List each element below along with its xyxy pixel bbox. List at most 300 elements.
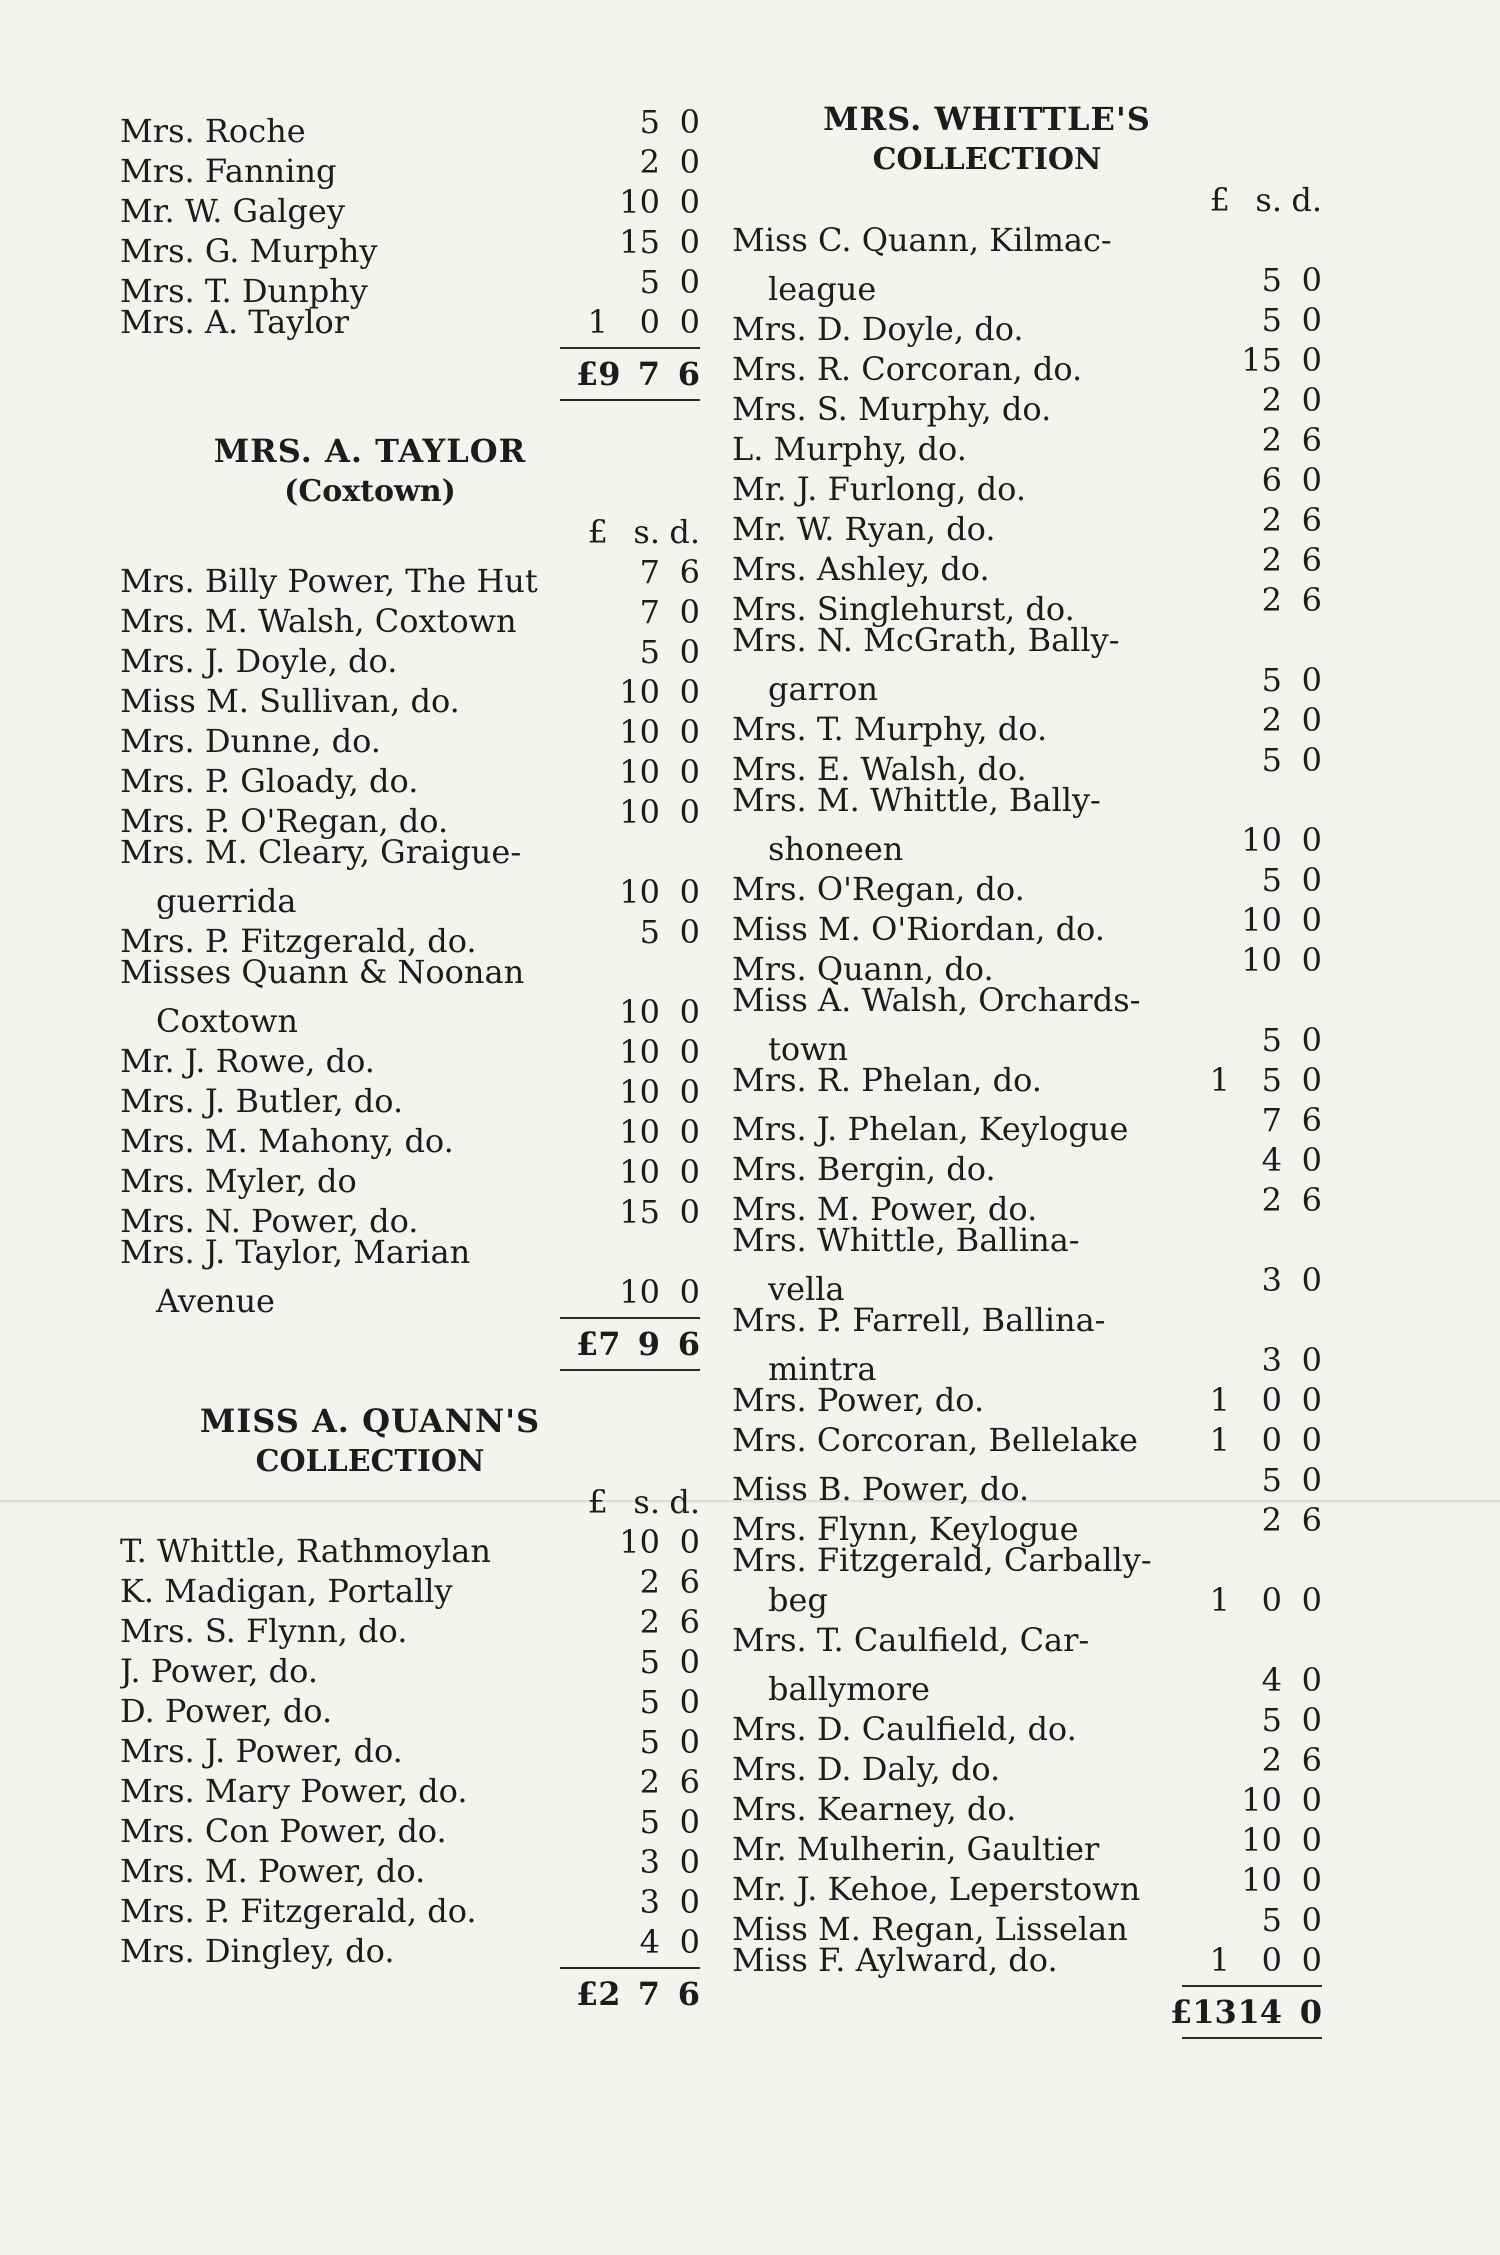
amount-shillings: 5 (639, 913, 660, 951)
amount-pence: 0 (679, 1683, 700, 1721)
list-item (732, 1620, 1322, 1660)
amount-shillings: 3 (639, 1843, 660, 1881)
contributor-name: shoneen (768, 830, 904, 868)
amount-pence: 0 (1301, 1461, 1322, 1499)
contributor-name: vella (768, 1270, 845, 1308)
amount-pounds (1198, 860, 1230, 900)
amount-pence: 6 (1301, 501, 1322, 539)
amount-pence: 0 (1301, 1341, 1322, 1379)
amount-pence: 0 (1301, 1661, 1322, 1699)
contributor-name: ballymore (768, 1670, 930, 1708)
amount-pounds (1198, 940, 1230, 980)
currency-units: £ s. d. (1209, 181, 1322, 219)
amount-shillings: 4 (639, 1923, 660, 1961)
contributor-name: Mrs. S. Murphy, do. (732, 390, 1052, 428)
amount-pence: 0 (679, 1073, 700, 1111)
amount-pounds (1198, 1660, 1230, 1700)
amount-shillings: 2 (1261, 541, 1282, 579)
amount-pounds (576, 1882, 608, 1922)
total-row (120, 1324, 700, 1364)
amount-shillings: 5 (639, 103, 660, 141)
contributor-name: Mrs. M. Mahony, do. (120, 1122, 454, 1160)
list-item (732, 1060, 1322, 1100)
amount-pence: 0 (679, 633, 700, 671)
contributor-name: Mr. Mulherin, Gaultier (732, 1830, 1100, 1868)
amount-shillings: 10 (619, 993, 660, 1031)
amount-pounds (1198, 820, 1230, 860)
amount-pence: 0 (679, 1193, 700, 1231)
list-item (732, 820, 1322, 868)
amount-shillings: 15 (619, 223, 660, 261)
amount-pence: 0 (1301, 901, 1322, 939)
amount-shillings: 5 (1261, 1461, 1282, 1499)
amount-pounds (576, 1842, 608, 1882)
contributor-name: Mrs. Flynn, Keylogue (732, 1510, 1079, 1548)
amount-pence: 0 (1301, 661, 1322, 699)
amount-shillings: 6 (1261, 461, 1282, 499)
list-item (732, 1380, 1322, 1420)
amount-pounds (1198, 1780, 1230, 1820)
contributor-name: T. Whittle, Rathmoylan (120, 1532, 491, 1570)
amount-pounds (576, 222, 608, 262)
amount-pence: 0 (679, 1643, 700, 1681)
amount-pounds: 1 (1209, 1941, 1230, 1979)
amount-pence: 0 (679, 1843, 700, 1881)
contributor-name: Mrs. P. Fitzgerald, do. (120, 1892, 477, 1930)
rule (732, 1980, 1322, 1992)
amount-shillings: 4 (1261, 1661, 1282, 1699)
amount-shillings: 2 (1261, 1181, 1282, 1219)
amount-pence: 0 (679, 1803, 700, 1841)
amount-pence: 0 (679, 1723, 700, 1761)
amount-shillings: 10 (619, 1113, 660, 1151)
contributor-name: Mrs. P. Gloady, do. (120, 762, 419, 800)
amount-pence: 0 (679, 713, 700, 751)
total-pounds: £2 (576, 1975, 621, 2013)
rule (120, 394, 700, 406)
amount-pounds (1198, 380, 1230, 420)
contributor-name: Mrs. O'Regan, do. (732, 870, 1025, 908)
contributor-name: Mrs. Whittle, Ballina- (732, 1221, 1080, 1259)
contributor-name: Mrs. D. Doyle, do. (732, 310, 1024, 348)
amount-shillings: 15 (619, 1193, 660, 1231)
amount-shillings: 5 (639, 1803, 660, 1841)
total-pence: 6 (677, 1975, 700, 2013)
contributor-name: Mrs. J. Doyle, do. (120, 642, 398, 680)
contributor-name: Mrs. Fitzgerald, Carbally- (732, 1541, 1152, 1579)
right-column (732, 98, 1322, 2044)
list-item (120, 1232, 700, 1272)
taylor-list (120, 552, 700, 1320)
list-item (732, 220, 1322, 260)
contributor-name: Mrs. E. Walsh, do. (732, 750, 1027, 788)
amount-pounds (576, 1682, 608, 1722)
amount-shillings: 10 (1241, 1821, 1282, 1859)
list-item (732, 980, 1322, 1020)
amount-pence: 6 (1301, 581, 1322, 619)
contributor-name: Mrs. J. Power, do. (120, 1732, 403, 1770)
total-pounds: £7 (576, 1325, 621, 1363)
amount-pounds (1198, 260, 1230, 300)
amount-shillings: 10 (619, 673, 660, 711)
contributor-name: Mrs. J. Butler, do. (120, 1082, 404, 1120)
list-item (732, 1340, 1322, 1388)
amount-pence: 0 (1301, 1821, 1322, 1859)
amount-pounds (576, 1642, 608, 1682)
amount-pence: 0 (1301, 821, 1322, 859)
amount-shillings: 0 (1261, 1941, 1282, 1979)
total-pounds: £13 (1170, 1993, 1237, 2031)
contributor-name: Mrs. M. Cleary, Graigue- (120, 833, 522, 871)
amount-pounds (576, 1272, 608, 1312)
contributor-name: Mrs. Dunne, do. (120, 722, 381, 760)
amount-pence: 0 (1301, 1261, 1322, 1299)
currency-units: £ s. d. (587, 1483, 700, 1521)
amount-shillings: 10 (1241, 1781, 1282, 1819)
amount-pounds (576, 142, 608, 182)
list-item (732, 1100, 1322, 1148)
amount-pounds (1198, 900, 1230, 940)
amount-shillings: 2 (639, 143, 660, 181)
contributor-name: Mrs. M. Whittle, Bally- (732, 781, 1101, 819)
amount-pounds (576, 1562, 608, 1602)
amount-pounds (1198, 1460, 1230, 1500)
list-item (120, 302, 700, 342)
amount-shillings: 10 (1241, 941, 1282, 979)
contributor-name: league (768, 270, 877, 308)
contributor-name: Mrs. J. Phelan, Keylogue (732, 1110, 1129, 1148)
contributor-name: Mrs. Bergin, do. (732, 1150, 996, 1188)
contributor-name: Mrs. R. Corcoran, do. (732, 350, 1083, 388)
contributor-name: Mrs. N. McGrath, Bally- (732, 621, 1120, 659)
amount-pence: 0 (679, 143, 700, 181)
contributor-name: Mrs. T. Murphy, do. (732, 710, 1048, 748)
amount-shillings: 5 (639, 1683, 660, 1721)
amount-pence: 0 (1301, 701, 1322, 739)
amount-pence: 0 (679, 913, 700, 951)
amount-pence: 0 (1301, 1021, 1322, 1059)
amount-pounds (576, 792, 608, 832)
amount-shillings: 10 (619, 1273, 660, 1311)
amount-shillings: 10 (619, 183, 660, 221)
amount-pounds: 1 (1209, 1061, 1230, 1099)
amount-pence: 0 (1301, 861, 1322, 899)
contributor-name: Mrs. Roche (120, 112, 306, 150)
contributor-name: Mrs. T. Dunphy (120, 272, 368, 310)
contributor-name: Mrs. Fanning (120, 152, 337, 190)
amount-shillings: 2 (639, 1563, 660, 1601)
contributor-name: Mrs. M. Walsh, Coxtown (120, 602, 517, 640)
contributor-name: L. Murphy, do. (732, 430, 967, 468)
amount-pounds (1198, 1180, 1230, 1220)
contributor-name: Miss M. O'Riordan, do. (732, 910, 1105, 948)
rule (120, 1364, 700, 1376)
amount-shillings: 10 (619, 1153, 660, 1191)
amount-pence: 0 (679, 303, 700, 341)
contributor-name: D. Power, do. (120, 1692, 333, 1730)
amount-shillings: 10 (1241, 821, 1282, 859)
amount-pence: 0 (1301, 1901, 1322, 1939)
amount-pounds (576, 182, 608, 222)
amount-pence: 0 (679, 1523, 700, 1561)
amount-pounds (1198, 1100, 1230, 1140)
amount-pence: 0 (679, 1273, 700, 1311)
amount-shillings: 5 (1261, 1901, 1282, 1939)
amount-pounds: 1 (587, 303, 608, 341)
amount-pounds (576, 752, 608, 792)
amount-shillings: 15 (1241, 341, 1282, 379)
left-column (120, 102, 700, 2014)
whittle-list (732, 220, 1322, 1980)
amount-shillings: 5 (1261, 301, 1282, 339)
amount-pence: 0 (1301, 1381, 1322, 1419)
amount-shillings: 5 (1261, 861, 1282, 899)
contributor-name: Mr. W. Galgey (120, 192, 345, 230)
amount-pounds (1198, 1340, 1230, 1380)
amount-pounds (576, 1522, 608, 1562)
amount-pence: 0 (1301, 1141, 1322, 1179)
amount-pounds (576, 1112, 608, 1152)
amount-pence: 0 (679, 593, 700, 631)
total-shillings: 14 (1237, 1993, 1282, 2031)
list-item (732, 1460, 1322, 1508)
amount-shillings: 0 (639, 303, 660, 341)
amount-pence: 0 (1301, 1941, 1322, 1979)
amount-pence: 0 (1301, 941, 1322, 979)
contributor-name: Mr. J. Kehoe, Leperstown (732, 1870, 1141, 1908)
list-item (732, 780, 1322, 820)
amount-pounds (576, 262, 608, 302)
amount-shillings: 10 (619, 1523, 660, 1561)
amount-pence: 6 (1301, 1181, 1322, 1219)
amount-pounds (576, 1152, 608, 1192)
amount-pence: 0 (679, 1883, 700, 1921)
amount-pence: 6 (1301, 421, 1322, 459)
contributor-name: Mrs. S. Flynn, do. (120, 1612, 408, 1650)
amount-shillings: 5 (1261, 661, 1282, 699)
amount-pounds (576, 1072, 608, 1112)
list-item (732, 1540, 1322, 1580)
amount-pounds: 1 (1209, 1381, 1230, 1419)
amount-shillings: 2 (1261, 501, 1282, 539)
amount-pence: 0 (679, 1923, 700, 1961)
amount-pounds (1198, 1700, 1230, 1740)
amount-pounds (576, 712, 608, 752)
amount-pounds (576, 992, 608, 1032)
amount-pounds: 1 (1209, 1421, 1230, 1459)
amount-shillings: 5 (639, 1723, 660, 1761)
contributor-name: Miss M. Regan, Lisselan (732, 1910, 1128, 1948)
contributor-name: Mrs. T. Caulfield, Car- (732, 1621, 1090, 1659)
amount-shillings: 3 (1261, 1341, 1282, 1379)
list-item (732, 1260, 1322, 1308)
amount-pounds (576, 1032, 608, 1072)
total-pence: 6 (677, 355, 700, 393)
amount-pounds (576, 672, 608, 712)
amount-pounds (1198, 1500, 1230, 1540)
list-item (732, 1420, 1322, 1460)
amount-shillings: 2 (1261, 581, 1282, 619)
amount-pence: 0 (1301, 381, 1322, 419)
amount-shillings: 5 (1261, 1701, 1282, 1739)
amount-shillings: 2 (639, 1763, 660, 1801)
amount-pence: 0 (679, 183, 700, 221)
contributor-name: Mrs. Kearney, do. (732, 1790, 1017, 1828)
section-heading: MRS. WHITTLE'S (823, 100, 1151, 138)
contributor-name: Mrs. Con Power, do. (120, 1812, 447, 1850)
contributor-name: Mrs. Dingley, do. (120, 1932, 395, 1970)
amount-pence: 0 (1301, 1861, 1322, 1899)
list-item (732, 1940, 1322, 1980)
amount-pounds (1198, 540, 1230, 580)
amount-pounds (1198, 300, 1230, 340)
total-shillings: 7 (637, 355, 660, 393)
amount-pounds (576, 592, 608, 632)
amount-pence: 0 (679, 103, 700, 141)
contributor-name: Mrs. P. O'Regan, do. (120, 802, 449, 840)
total-row (732, 1992, 1322, 2032)
contributor-name: Mrs. R. Phelan, do. (732, 1061, 1042, 1099)
contributor-name: Coxtown (156, 1002, 298, 1040)
section-subheading: (Coxtown) (284, 474, 456, 509)
amount-pounds (576, 912, 608, 952)
list-item (120, 1272, 700, 1320)
contributor-name: town (768, 1030, 849, 1068)
amount-pence: 6 (679, 1603, 700, 1641)
amount-shillings: 5 (1261, 741, 1282, 779)
amount-shillings: 3 (1261, 1261, 1282, 1299)
amount-shillings: 5 (1261, 261, 1282, 299)
amount-pounds (576, 1762, 608, 1802)
list-item (732, 620, 1322, 660)
amount-pounds (1198, 1860, 1230, 1900)
amount-shillings: 7 (639, 593, 660, 631)
amount-shillings: 10 (1241, 1861, 1282, 1899)
currency-units: £ s. d. (587, 513, 700, 551)
amount-pence: 0 (1301, 301, 1322, 339)
amount-pounds (1198, 420, 1230, 460)
contributor-name: Mrs. N. Power, do. (120, 1202, 419, 1240)
amount-shillings: 10 (619, 873, 660, 911)
rule (120, 342, 700, 354)
amount-pounds (576, 872, 608, 912)
amount-shillings: 7 (1261, 1101, 1282, 1139)
amount-pounds (1198, 500, 1230, 540)
amount-pence: 0 (679, 993, 700, 1031)
total-row (120, 354, 700, 394)
list-item (732, 260, 1322, 308)
contributor-name: beg (768, 1581, 828, 1619)
amount-pounds (1198, 660, 1230, 700)
amount-pounds: 1 (1209, 1581, 1230, 1619)
amount-pounds (576, 632, 608, 672)
amount-shillings: 5 (639, 1643, 660, 1681)
amount-shillings: 5 (639, 263, 660, 301)
total-shillings: 7 (637, 1975, 660, 2013)
amount-shillings: 2 (1261, 421, 1282, 459)
amount-pounds (1198, 740, 1230, 780)
list-item (120, 952, 700, 992)
amount-shillings: 3 (639, 1883, 660, 1921)
amount-pounds (576, 552, 608, 592)
amount-shillings: 2 (1261, 1741, 1282, 1779)
amount-shillings: 0 (1261, 1421, 1282, 1459)
amount-shillings: 10 (1241, 901, 1282, 939)
amount-pounds (1198, 1140, 1230, 1180)
contributor-name: Mrs. Myler, do (120, 1162, 357, 1200)
total-row (120, 1974, 700, 2014)
contributor-name: Mrs. J. Taylor, Marian (120, 1233, 471, 1271)
amount-pounds (576, 1722, 608, 1762)
amount-pence: 0 (1301, 1581, 1322, 1619)
list-item (732, 1660, 1322, 1708)
amount-pence: 0 (679, 873, 700, 911)
amount-pence: 0 (679, 263, 700, 301)
amount-pence: 0 (1301, 341, 1322, 379)
amount-shillings: 10 (619, 793, 660, 831)
contributor-name: Mrs. Corcoran, Bellelake (732, 1421, 1138, 1459)
contributor-name: Miss M. Sullivan, do. (120, 682, 460, 720)
amount-pence: 0 (679, 753, 700, 791)
amount-pence: 0 (1301, 261, 1322, 299)
list-item (732, 1580, 1322, 1620)
list-item (120, 872, 700, 920)
amount-shillings: 7 (639, 553, 660, 591)
amount-pounds (1198, 580, 1230, 620)
contributor-name: Mrs. M. Power, do. (120, 1852, 426, 1890)
amount-pounds (1198, 1020, 1230, 1060)
amount-pounds (1198, 460, 1230, 500)
total-pence: 6 (677, 1325, 700, 1363)
contributor-name: Avenue (156, 1282, 275, 1320)
amount-shillings: 2 (1261, 381, 1282, 419)
amount-shillings: 0 (1261, 1381, 1282, 1419)
amount-pence: 0 (679, 1113, 700, 1151)
amount-pounds (1198, 700, 1230, 740)
amount-shillings: 0 (1261, 1581, 1282, 1619)
contributor-name: garron (768, 670, 879, 708)
total-shillings: 9 (637, 1325, 660, 1363)
contributor-name: guerrida (156, 882, 297, 920)
contributor-name: J. Power, do. (120, 1652, 318, 1690)
amount-pence: 6 (679, 553, 700, 591)
list-item (120, 102, 700, 150)
amount-pounds (576, 1602, 608, 1642)
amount-pence: 0 (679, 223, 700, 261)
list-item (732, 1300, 1322, 1340)
contributor-name: Mr. W. Ryan, do. (732, 510, 996, 548)
amount-pence: 0 (1301, 1701, 1322, 1739)
contributor-name: Mrs. A. Taylor (120, 303, 350, 341)
contributor-name: Mrs. P. Farrell, Ballina- (732, 1301, 1106, 1339)
amount-pence: 0 (679, 1033, 700, 1071)
amount-pence: 6 (1301, 541, 1322, 579)
amount-shillings: 5 (1261, 1021, 1282, 1059)
contributor-name: Mrs. Singlehurst, do. (732, 590, 1075, 628)
total-pence: 0 (1299, 1993, 1322, 2031)
amount-shillings: 4 (1261, 1141, 1282, 1179)
amount-shillings: 2 (1261, 701, 1282, 739)
contributor-name: Mr. J. Rowe, do. (120, 1042, 375, 1080)
amount-pounds (576, 1802, 608, 1842)
amount-pounds (1198, 1820, 1230, 1860)
section-heading: MRS. A. TAYLOR (213, 432, 527, 470)
amount-pence: 6 (679, 1563, 700, 1601)
list-item (120, 1522, 700, 1570)
section-subheading: COLLECTION (872, 142, 1102, 177)
amount-shillings: 2 (1261, 1501, 1282, 1539)
amount-pounds (1198, 340, 1230, 380)
